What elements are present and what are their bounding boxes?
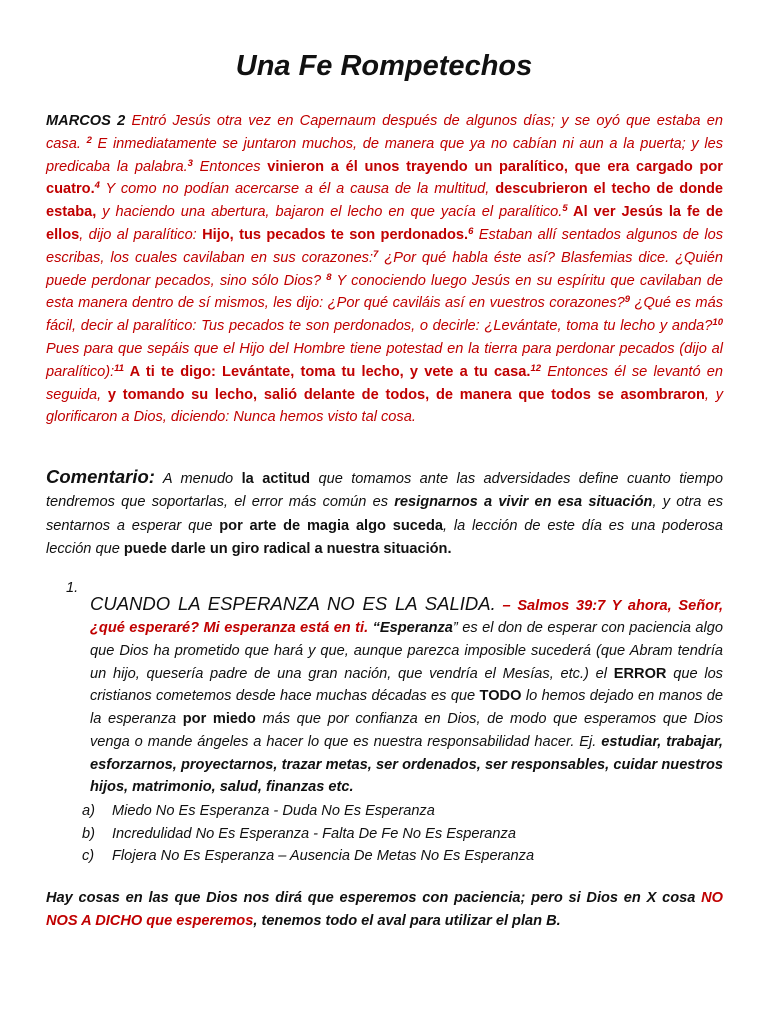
scripture-reference: MARCOS 2 <box>46 113 126 129</box>
closing-highlight: NO NOS A DICHO que esperemos <box>46 890 723 929</box>
term-highlight: TODO <box>479 688 522 705</box>
heading-dash: – <box>495 597 518 614</box>
verse-number: 2 <box>86 134 92 146</box>
verse-text: , y glorificaron a Dios, diciendo: Nunca hemos visto tal cosa. <box>46 386 724 426</box>
section-text: lo hemos dejado en manos de la esperanza <box>90 688 723 728</box>
list-marker: b) <box>82 825 95 842</box>
section-body <box>90 593 723 799</box>
term-highlight: ERROR <box>613 665 667 682</box>
list-marker: c) <box>82 848 95 864</box>
section-text: “ <box>368 620 380 637</box>
list-item-text: Miedo No Es Esperanza - Duda No Es Esperanza <box>112 803 435 819</box>
commentary-emphasis: la actitud <box>241 471 311 487</box>
verse-highlight: Hijo, tus pecados te son perdonados. <box>202 226 469 243</box>
verse-text: Entró Jesús otra vez en Capernaum después de algunos días; y se oyó que estaba en casa. <box>46 113 724 152</box>
verse-text: y haciendo una abertura, bajaron el lecho en que yacía el paralítico. <box>96 204 563 221</box>
commentary-text: , y otra es sentarnos a esperar que <box>46 494 723 534</box>
section-number: 1. <box>66 580 79 596</box>
section-text: ” es el don de esperar con paciencia algo que Dios ha prometido que hará y que, aunque parezca imposible sucederá (que Abram tendría un hijo, quesería padre de una gran nación, que vendría el Mesías, etc.) el <box>90 620 723 682</box>
verse-number: 4 <box>94 180 100 192</box>
verse-highlight: descubrieron el techo de donde estaba, <box>46 181 723 221</box>
closing-paragraph <box>46 887 723 933</box>
section-text: que los cristianos cometemos desde hace muchas décadas es que <box>90 665 723 705</box>
numbered-section-1 <box>66 578 723 814</box>
commentary-emphasis: resignarnos a vivir en esa situación <box>394 494 653 511</box>
psalm-quote: Salmos 39:7 Y ahora, Señor, ¿qué esperaré? Mi esperanza está en ti. <box>90 597 724 637</box>
verse-text: ¿Qué es más fácil, decir al paralítico: Tus pecados te son perdonados, o decirle: ¿Levántate, toma tu lecho y anda? <box>46 295 723 335</box>
commentary-emphasis: por arte de magia algo suceda <box>219 517 444 534</box>
commentary-text: , la lección de este día es una poderosa lección que <box>46 517 724 557</box>
verse-number: 5 <box>562 203 568 215</box>
verse-number: 12 <box>530 362 542 374</box>
verse-text: Pues para que sepáis que el Hijo del Hombre tiene potestad en la tierra para perdonar pecados (dijo al paralítico): <box>46 340 723 380</box>
verse-text: Y conociendo luego Jesús en su espíritu que cavilaban de esta manera dentro de sí mismos, les dijo: ¿Por qué caviláis así en vuestros corazones? <box>46 272 723 312</box>
verse-number: 11 <box>114 362 125 374</box>
verse-text: , dijo al paralítico: <box>79 226 203 243</box>
section-text: más que por confianza en Dios, de modo que esperamos que Dios venga o mande ángeles a hacer lo que es nuestra responsabilidad hacer. Ej. <box>90 711 724 750</box>
verse-number: 10 <box>712 317 723 329</box>
verse-text: Entonces <box>192 158 268 175</box>
scripture-reading <box>46 110 723 429</box>
list-item <box>82 823 702 846</box>
section-heading: CUANDO LA ESPERANZA NO ES LA SALIDA. <box>90 592 496 614</box>
term-highlight: por miedo <box>182 711 256 728</box>
verse-text: Y como no podían acercarse a él a causa de la multitud, <box>99 181 496 198</box>
list-item-text: Flojera No Es Esperanza – Ausencia De Metas No Es Esperanza <box>112 848 535 864</box>
verse-highlight: A ti te digo: Levántate, toma tu lecho, y vete a tu casa. <box>124 363 531 380</box>
verse-text: E inmediatamente se juntaron muchos, de manera que ya no cabían ni aun a la puerta; y les predicaba la palabra. <box>46 135 723 175</box>
verse-text: Estaban allí sentados algunos de los escribas, los cuales cavilaban en sus corazones: <box>46 226 723 266</box>
sub-list <box>82 800 702 868</box>
verse-number: 7 <box>373 248 379 260</box>
verse-number: 8 <box>326 271 332 283</box>
closing-text: Hay cosas en las que Dios nos dirá que esperemos con paciencia; pero si Dios en X cosa <box>46 890 702 906</box>
commentary-text: que tomamos ante las adversidades define cuanto tiempo tendremos que soportarlas, el error más común es <box>46 471 724 511</box>
commentary-text: A menudo <box>154 471 242 487</box>
verse-text: Entonces él se levantó en seguida, <box>46 363 723 403</box>
verse-text: ¿Por qué habla éste así? Blasfemias dice. ¿Quién puede perdonar pecados, sino sólo Dios? <box>46 249 723 289</box>
responsibilities-list-text: estudiar, trabajar, esforzarnos, proyectarnos, trazar metas, ser ordenados, ser responsables, cuidar nuestros hijos, matrimonio, salud, finanzas etc. <box>90 733 723 796</box>
verse-number: 6 <box>468 225 474 237</box>
verse-number: 9 <box>624 294 631 306</box>
verse-number: 3 <box>187 157 193 169</box>
commentary-paragraph <box>46 465 723 561</box>
list-marker: a) <box>82 803 95 819</box>
verse-highlight: Al ver Jesús la fe de ellos <box>46 204 723 243</box>
commentary-label: Comentario: <box>46 466 155 487</box>
page-title: Una Fe Rompetechos <box>235 50 533 82</box>
closing-text: , tenemos todo el aval para utilizar el plan B. <box>253 912 561 929</box>
list-item <box>82 800 702 823</box>
verse-highlight: vinieron a él unos trayendo un paralítico, que era cargado por cuatro. <box>46 158 723 198</box>
list-item <box>82 845 702 868</box>
term-highlight: Esperanza <box>379 620 453 637</box>
commentary-emphasis: puede darle un giro radical a nuestra situación. <box>123 540 452 557</box>
list-item-text: Incredulidad No Es Esperanza - Falta De Fe No Es Esperanza <box>112 825 516 842</box>
verse-highlight: y tomando su lecho, salió delante de todos, de manera que todos se asombraron <box>107 386 705 403</box>
